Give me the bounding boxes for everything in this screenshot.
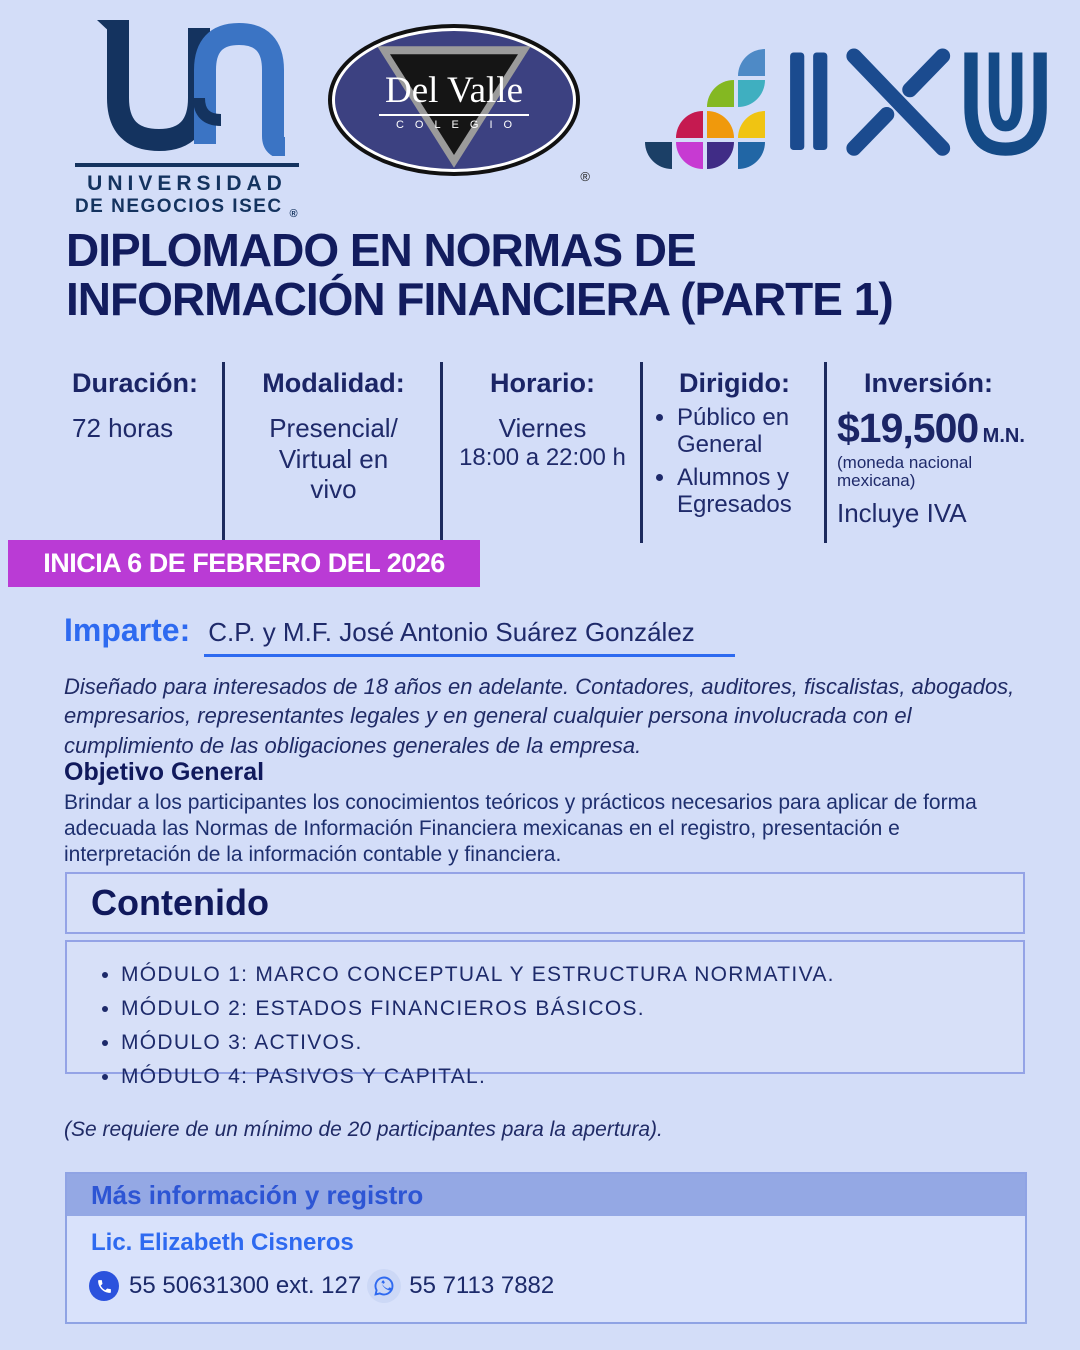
instructor-name: C.P. y M.F. José Antonio Suárez González	[204, 617, 735, 657]
ixu-mosaic-tile	[707, 80, 734, 107]
duracion-value: 72 horas	[72, 413, 174, 443]
module-item: • MÓDULO 3: ACTIVOS.	[121, 1026, 1013, 1060]
info-duracion	[62, 362, 222, 543]
inversion-heading: Inversión:	[863, 368, 994, 398]
dirigido-item: • Público en General	[677, 405, 816, 459]
module-item: • MÓDULO 1: MARCO CONCEPTUAL Y ESTRUCTURA NORMATIVA.	[121, 958, 1013, 992]
ixu-mosaic-tile	[738, 111, 765, 138]
delvalle-logo	[328, 24, 590, 184]
ixu-mosaic-icon	[645, 49, 765, 169]
audience-paragraph: Diseñado para interesados de 18 años en adelante. Contadores, auditores, fiscalistas, abogados, empresarios, representantes legales y en general cualquier persona involucrada con el cumplimiento de las obligaciones generales de la empresa.	[64, 674, 1015, 758]
page-title-line2: INFORMACIÓN FINANCIERA (PARTE 1)	[66, 273, 893, 326]
page-title	[66, 226, 893, 324]
duracion-heading: Duración:	[72, 368, 199, 398]
modalidad-heading: Modalidad:	[262, 368, 405, 398]
instructor-row	[64, 612, 735, 657]
delvalle-registered-mark: ®	[580, 169, 590, 184]
isec-name-line2: DE NEGOCIOS ISEC $_®$	[74, 196, 300, 220]
isec-logo	[72, 14, 302, 220]
module-item: • MÓDULO 4: PASIVOS Y CAPITAL.	[121, 1060, 1013, 1094]
whatsapp-number: 55 7113 7882	[409, 1272, 555, 1299]
objetivo-text: Brindar a los participantes los conocimientos teóricos y prácticos necesarios para aplicar de forma adecuada las Normas de Información Financiera mexicanas en el registro, presentación e interpretación de la información contable y financiera.	[64, 791, 977, 866]
phone-icon	[89, 1271, 119, 1301]
delvalle-wordmark	[335, 69, 573, 131]
ixu-mosaic-tile	[645, 142, 672, 169]
dirigido-item: • Alumnos y Egresados	[677, 465, 816, 519]
ixu-mosaic-tile	[676, 111, 703, 138]
ixu-mosaic-tile	[738, 80, 765, 107]
dirigido-list	[653, 405, 816, 519]
start-date-banner	[8, 540, 480, 587]
instructor-label: Imparte:	[64, 612, 191, 648]
ixu-mosaic-tile	[738, 142, 765, 169]
objetivo-heading: Objetivo General	[64, 758, 265, 786]
contenido-header-box	[65, 872, 1025, 934]
course-info-row	[62, 362, 1028, 543]
phone-number: 55 50631300 ext. 127	[129, 1272, 362, 1299]
inversion-price: $19,500 M.N.	[837, 405, 1025, 451]
inversion-note: (moneda nacional mexicana)	[837, 453, 973, 490]
delvalle-oval	[328, 24, 580, 176]
page-title-line1: DIPLOMADO EN NORMAS DE	[66, 224, 696, 276]
info-modalidad	[222, 362, 440, 543]
contact-person: Lic. Elizabeth Cisneros	[91, 1229, 354, 1256]
ixu-letters-icon	[783, 42, 1049, 169]
horario-heading: Horario:	[489, 368, 595, 398]
module-item: • MÓDULO 2: ESTADOS FINANCIEROS BÁSICOS.	[121, 992, 1013, 1026]
isec-registered-mark: ®	[289, 207, 300, 220]
contact-phones-row	[89, 1269, 1025, 1303]
dirigido-heading: Dirigido:	[679, 368, 790, 398]
modules-list	[101, 958, 1013, 1094]
info-horario	[440, 362, 640, 543]
start-date-text: INICIA 6 DE FEBRERO DEL 2026	[43, 548, 445, 578]
ixu-mosaic-tile	[707, 111, 734, 138]
ixu-mosaic-tile	[707, 142, 734, 169]
modalidad-value: Presencial/ Virtual en vivo	[269, 413, 398, 505]
isec-monogram-icon	[81, 143, 293, 160]
inversion-iva: Incluye IVA	[837, 497, 967, 528]
contact-box	[65, 1172, 1027, 1324]
ixu-logo	[645, 42, 1049, 169]
info-inversion	[824, 362, 1028, 543]
horario-value: Viernes 18:00 a 22:00 h	[459, 413, 626, 471]
isec-name-line1: UNIVERSIDAD	[87, 172, 287, 195]
contenido-title: Contenido	[91, 882, 269, 923]
info-dirigido	[640, 362, 824, 543]
minimum-participants-note: (Se requiere de un mínimo de 20 participantes para la apertura).	[64, 1118, 663, 1141]
contenido-list-box	[65, 940, 1025, 1088]
ixu-mosaic-tile	[676, 142, 703, 169]
isec-underline	[75, 163, 299, 167]
whatsapp-icon	[367, 1269, 401, 1303]
ixu-mosaic-tile	[738, 49, 765, 76]
contact-box-title: Más información y registro	[91, 1179, 424, 1210]
delvalle-title: Del Valle	[379, 69, 529, 116]
delvalle-subtitle: COLEGIO	[395, 119, 524, 131]
contact-box-header	[67, 1174, 1025, 1216]
